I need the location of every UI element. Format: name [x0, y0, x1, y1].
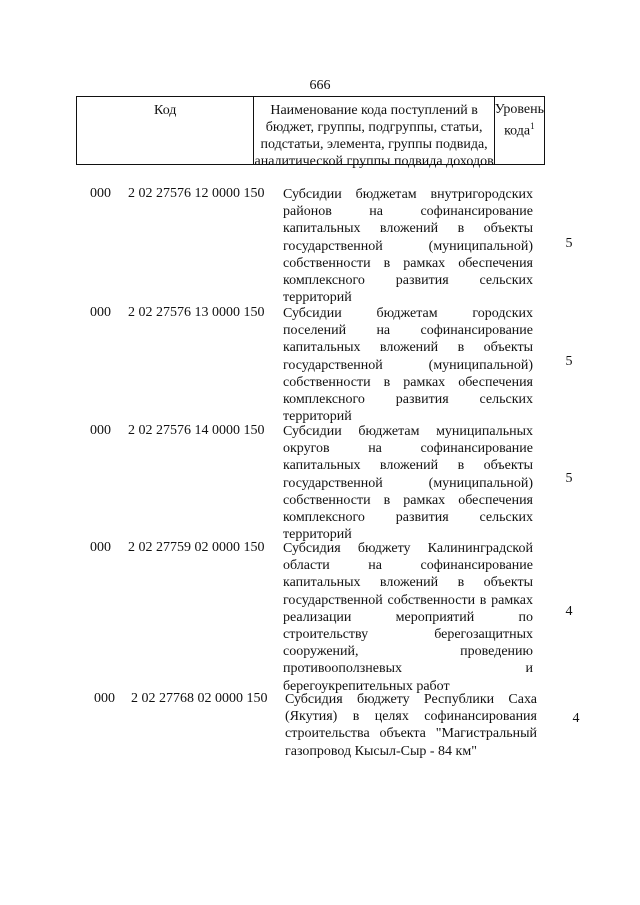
row-name: Субсидии бюджетам муниципальных округов на софинансирование капитальных вложений в объекты государственной (муниципальной) собственности в рамках обеспечения комплексного развития сельских территорий — [283, 424, 533, 543]
header-name-line: подстатьи, элемента, группы подвида, — [260, 137, 488, 152]
row-level: 5 — [565, 471, 573, 486]
header-level-line — [495, 118, 544, 140]
row-prefix: 000 — [94, 691, 115, 706]
row-prefix: 000 — [90, 305, 111, 320]
row-name: Субсидии бюджетам внутригородских районов на софинансирование капитальных вложений в объекты государственной (муниципальной) собственности в рамках обеспечения комплексного развития сельских территорий — [283, 187, 533, 306]
row-code: 2 02 27768 02 0000 150 — [131, 691, 268, 706]
row-prefix: 000 — [90, 540, 111, 555]
header-name-line: Наименование кода поступлений в — [270, 103, 478, 118]
footnote-mark: 1 — [530, 121, 535, 131]
row-level: 4 — [572, 711, 580, 726]
header-name — [254, 97, 494, 169]
row-name: Субсидия бюджету Калининградской области на софинансирование капитальных вложений в объекты государственной собственности в рамках реализации мероприятий по строительству берегозащитных сооружений, проведению противооползневых и берегоукрепительных работ — [283, 541, 533, 694]
header-code: Код — [77, 97, 254, 164]
page-number: 666 — [309, 78, 331, 93]
row-code: 2 02 27576 12 0000 150 — [128, 186, 265, 201]
row-prefix: 000 — [90, 186, 111, 201]
row-name: Субсидия бюджету Республики Саха (Якутия) в целях софинансирования строительства объекта "Магистральный газопровод Кысыл-Сыр - 84 км" — [285, 692, 537, 759]
header-name-line: аналитической группы подвида доходов — [254, 154, 494, 169]
row-code: 2 02 27576 14 0000 150 — [128, 423, 265, 438]
row-prefix: 000 — [90, 423, 111, 438]
header-name-line: бюджет, группы, подгруппы, статьи, — [265, 120, 483, 135]
row-level: 5 — [565, 236, 573, 251]
table-header — [76, 96, 545, 169]
row-level: 5 — [565, 354, 573, 369]
header-level-word: кода — [504, 123, 531, 139]
row-name: Субсидии бюджетам городских поселений на софинансирование капитальных вложений в объекты государственной (муниципальной) собственности в рамках обеспечения комплексного развития сельских территорий — [283, 306, 533, 425]
row-level: 4 — [565, 604, 573, 619]
row-code: 2 02 27576 13 0000 150 — [128, 305, 265, 320]
header-level — [495, 97, 544, 164]
row-code: 2 02 27759 02 0000 150 — [128, 540, 265, 555]
header-level-line: Уровень — [494, 102, 544, 117]
